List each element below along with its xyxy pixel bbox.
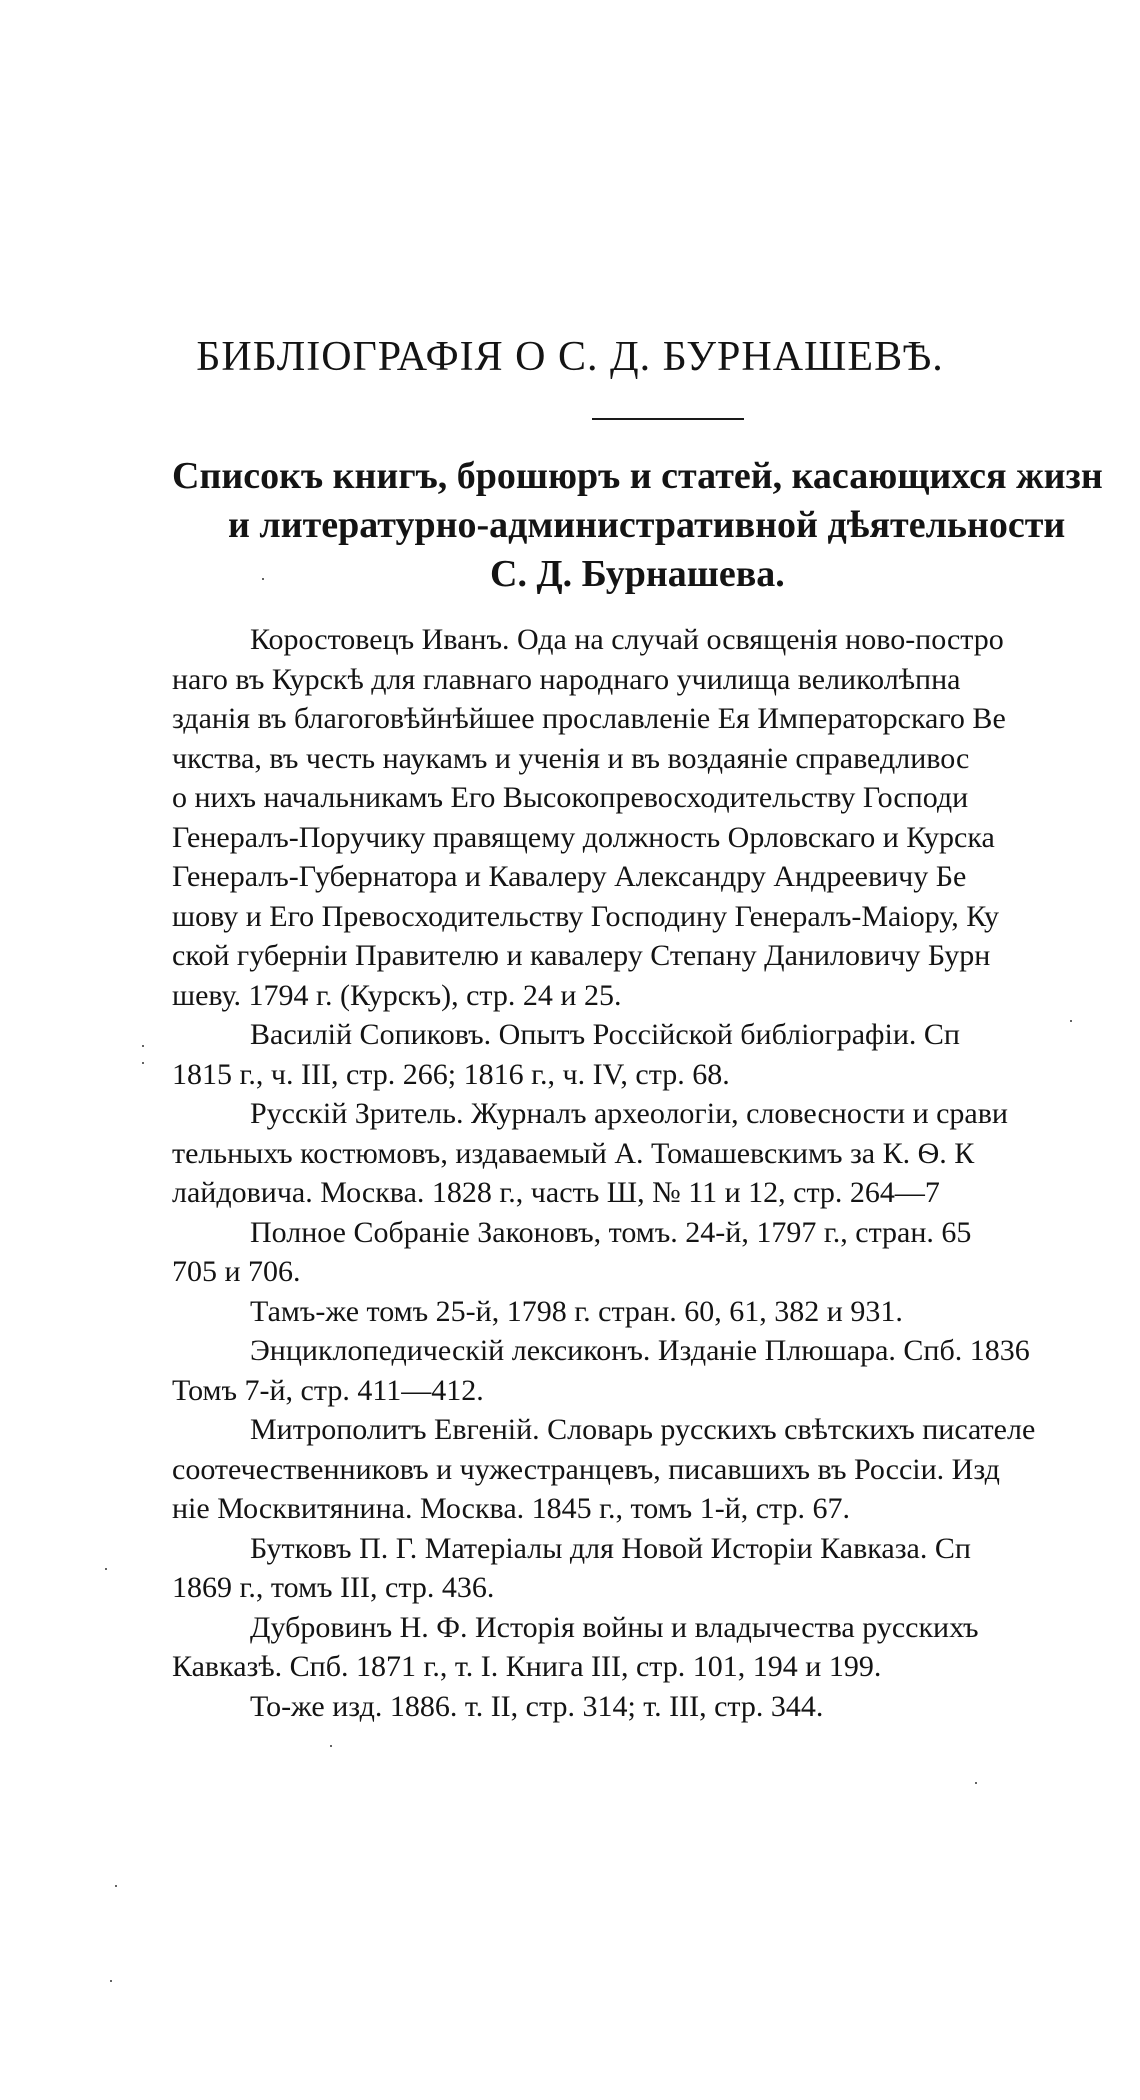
scan-speck bbox=[115, 1885, 117, 1887]
entry-line: Коростовецъ Иванъ. Ода на случай освященія ново-постро bbox=[250, 623, 1004, 656]
scan-speck bbox=[105, 1568, 107, 1570]
entry-line: наго въ Курскѣ для главнаго народнаго училища великолѣпна bbox=[172, 662, 961, 696]
title-divider bbox=[592, 418, 744, 420]
subtitle-line: Списокъ книгъ, брошюръ и статей, касающихся жизн bbox=[172, 455, 1103, 497]
bibliography-entry bbox=[172, 1015, 1140, 1094]
scan-speck bbox=[975, 1782, 977, 1784]
subtitle-line: и литературно-административной дѣятельности bbox=[228, 504, 1066, 546]
entry-line: Томъ 7-й, стр. 411—412. bbox=[172, 1373, 484, 1407]
entry-line: шову и Его Превосходительству Господину Генералъ-Маіору, Ку bbox=[172, 899, 1000, 933]
scan-speck bbox=[110, 1980, 112, 1982]
entry-line: тельныхъ костюмовъ, издаваемый А. Томашевскимъ за К. Ѳ. К bbox=[172, 1136, 975, 1170]
entry-line: шеву. 1794 г. (Курскъ), стр. 24 и 25. bbox=[172, 978, 622, 1012]
entry-line: соотечественниковъ и чужестранцевъ, писавшихъ въ Россіи. Изд bbox=[172, 1452, 1000, 1486]
scan-speck bbox=[142, 1062, 144, 1064]
entry-line: Полное Собраніе Законовъ, томъ. 24-й, 1797 г., стран. 65 bbox=[250, 1215, 972, 1249]
bibliography-list bbox=[172, 620, 1140, 1726]
entry-line: Василій Сопиковъ. Опытъ Россійской библіографіи. Сп bbox=[250, 1018, 960, 1051]
page-title: БИБЛІОГРАФІЯ О С. Д. БУРНАШЕВѢ. bbox=[196, 334, 944, 380]
entry-line: 1869 г., томъ III, стр. 436. bbox=[172, 1571, 495, 1604]
scan-speck bbox=[262, 578, 264, 580]
entry-line: Тамъ-же томъ 25-й, 1798 г. стран. 60, 61, 382 и 931. bbox=[250, 1294, 903, 1328]
bibliography-entry bbox=[172, 1608, 1140, 1687]
entry-line: 705 и 706. bbox=[172, 1255, 301, 1288]
subtitle-line: С. Д. Бурнашева. bbox=[490, 553, 785, 595]
entry-line: лайдовича. Москва. 1828 г., часть Ш, № 11 и 12, стр. 264—7 bbox=[172, 1176, 940, 1209]
entry-line: То-же изд. 1886. т. II, стр. 314; т. III, стр. 344. bbox=[250, 1689, 824, 1723]
entry-line: Митрополитъ Евгеній. Словарь русскихъ свѣтскихъ писателе bbox=[250, 1413, 1036, 1446]
bibliography-entry bbox=[172, 1529, 1140, 1608]
bibliography-entry bbox=[172, 1213, 1140, 1292]
scan-speck bbox=[142, 1045, 144, 1047]
entry-line: о нихъ начальникамъ Его Высокопревосходительству Господи bbox=[172, 781, 969, 814]
entry-line: Дубровинъ Н. Ф. Исторія войны и владычества русскихъ bbox=[250, 1610, 979, 1644]
section-subtitle bbox=[172, 452, 1140, 599]
entry-line: Кавказѣ. Спб. 1871 г., т. I. Книга III, стр. 101, 194 и 199. bbox=[172, 1650, 882, 1683]
entry-line: Генералъ-Поручику правящему должность Орловскаго и Курска bbox=[172, 820, 995, 854]
bibliography-entry bbox=[172, 1292, 1140, 1332]
bibliography-entry bbox=[172, 1094, 1140, 1213]
scan-speck bbox=[330, 1745, 332, 1747]
entry-line: зданія въ благоговѣйнѣйшее прославленіе Ея Императорскаго Ве bbox=[172, 702, 1006, 735]
entry-line: 1815 г., ч. III, стр. 266; 1816 г., ч. IV, стр. 68. bbox=[172, 1057, 730, 1091]
entry-line: ской губерніи Правителю и кавалеру Степану Даниловичу Бурн bbox=[172, 939, 991, 972]
bibliography-entry bbox=[172, 1331, 1140, 1410]
entry-line: Русскій Зритель. Журналъ археологіи, словесности и срави bbox=[250, 1097, 1008, 1130]
entry-line: ніе Москвитянина. Москва. 1845 г., томъ 1-й, стр. 67. bbox=[172, 1492, 851, 1525]
entry-line: чкства, въ честь наукамъ и ученія и въ воздаяніе справедливос bbox=[172, 741, 970, 775]
entry-line: Бутковъ П. Г. Матеріалы для Новой Исторіи Кавказа. Сп bbox=[250, 1531, 971, 1565]
entry-line: Энциклопедическій лексиконъ. Изданіе Плюшара. Спб. 1836 bbox=[250, 1334, 1030, 1367]
entry-line: Генералъ-Губернатора и Кавалеру Александру Андреевичу Бе bbox=[172, 860, 967, 893]
bibliography-entry bbox=[172, 1687, 1140, 1727]
scan-speck bbox=[1070, 1020, 1072, 1022]
bibliography-entry bbox=[172, 620, 1140, 1015]
bibliography-entry bbox=[172, 1410, 1140, 1529]
